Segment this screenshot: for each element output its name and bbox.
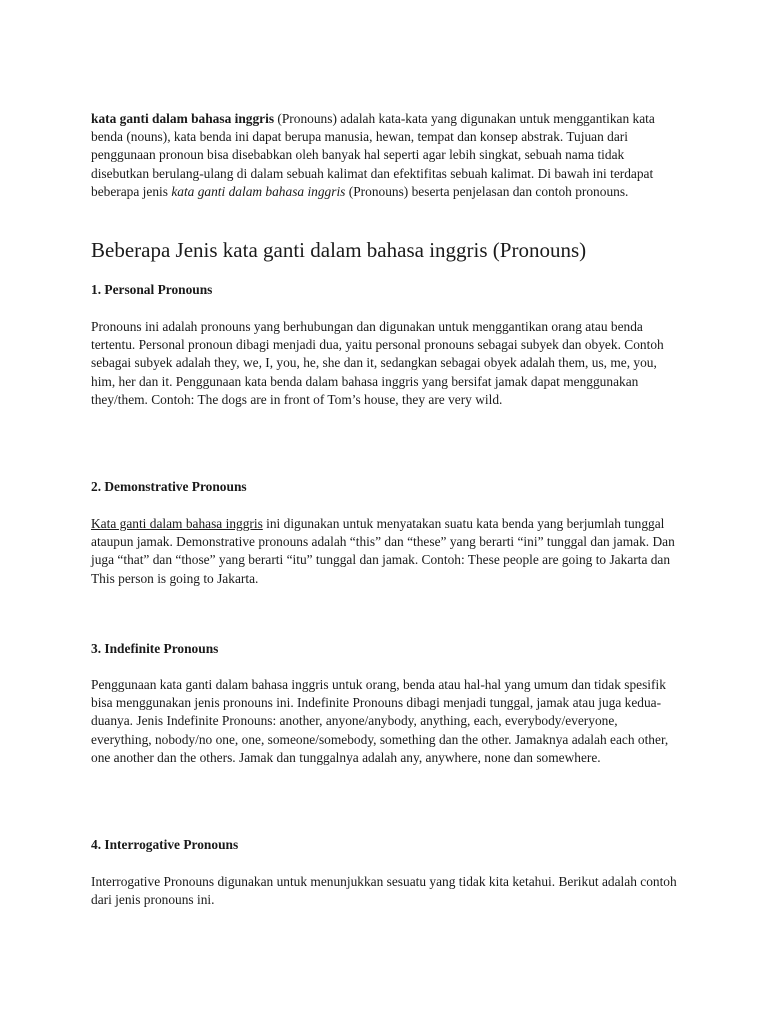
section-2-text: ini digunakan untuk menyatakan suatu kata benda yang berjumlah tunggal ataupun jamak. Demonstrative pronouns adalah “this” dan “these” yang berarti “ini” tunggal dan jamak. Dan juga “that” dan “those” yang berarti “itu” tunggal dan jamak. Contoh: These people are going to Jakarta dan This person is going to Jakarta. <box>91 516 675 586</box>
main-heading: Beberapa Jenis kata ganti dalam bahasa inggris (Pronouns) <box>91 238 587 262</box>
intro-lead-bold: kata ganti dalam bahasa inggris <box>91 111 275 126</box>
section-1-paragraph: Pronouns ini adalah pronouns yang berhubungan dan digunakan untuk menggantikan orang atau benda tertentu. Personal pronoun dibagi menjadi dua, yaitu personal pronouns sebagai subyek dan obyek. Contoh sebagai subyek adalah they, we, I, you, he, she dan it, sedangkan sebagai obyek adalah them, us, me, you, him, her dan it. Penggunaan kata benda dalam bahasa inggris yang bersifat jamak dapat menggunakan they/them. Contoh: The dogs are in front of Tom’s house, they are very wild. <box>91 319 664 407</box>
intro-paragraph <box>91 110 679 201</box>
section-2-link[interactable]: Kata ganti dalam bahasa inggris <box>91 516 263 531</box>
section-4-paragraph: Interrogative Pronouns digunakan untuk menunjukkan sesuatu yang tidak kita ketahui. Berikut adalah contoh dari jenis pronouns ini. <box>91 874 677 908</box>
section-2-paragraph <box>91 515 679 588</box>
section-1-heading: 1. Personal Pronouns <box>91 282 213 297</box>
section-2-heading: 2. Demonstrative Pronouns <box>91 479 247 494</box>
section-3-paragraph: Penggunaan kata ganti dalam bahasa inggris untuk orang, benda atau hal-hal yang umum dan tidak spesifik bisa menggunakan jenis pronouns ini. Indefinite Pronouns dibagi menjadi tunggal, jamak atau juga kedua-duanya. Jenis Indefinite Pronouns: another, anyone/anybody, anything, each, everybody/everyone, everything, nobody/no one, one, someone/somebody, something dan the other. Jamaknya adalah each other, one another dan the others. Jamak dan tunggalnya adalah any, anywhere, none dan somewhere. <box>91 677 669 765</box>
intro-italic: kata ganti dalam bahasa inggris <box>171 183 346 199</box>
section-3-heading: 3. Indefinite Pronouns <box>91 641 219 656</box>
intro-text-1: (Pronouns) adalah kata-kata yang digunakan untuk menggantikan kata benda (nouns), kata benda ini dapat berupa manusia, hewan, tempat dan konsep abstrak. Tujuan dari penggunaan pronoun bisa disebabkan oleh banyak hal seperti agar lebih singkat, sebuah nama tidak disebutkan berulang-ulang di dalam sebuah kalimat dan efektifitas sebuah kalimat. Di bawah ini terdapat beberapa jenis <box>91 111 655 199</box>
section-4-heading: 4. Interrogative Pronouns <box>91 837 239 852</box>
intro-text-2: (Pronouns) beserta penjelasan dan contoh pronouns. <box>345 183 629 199</box>
